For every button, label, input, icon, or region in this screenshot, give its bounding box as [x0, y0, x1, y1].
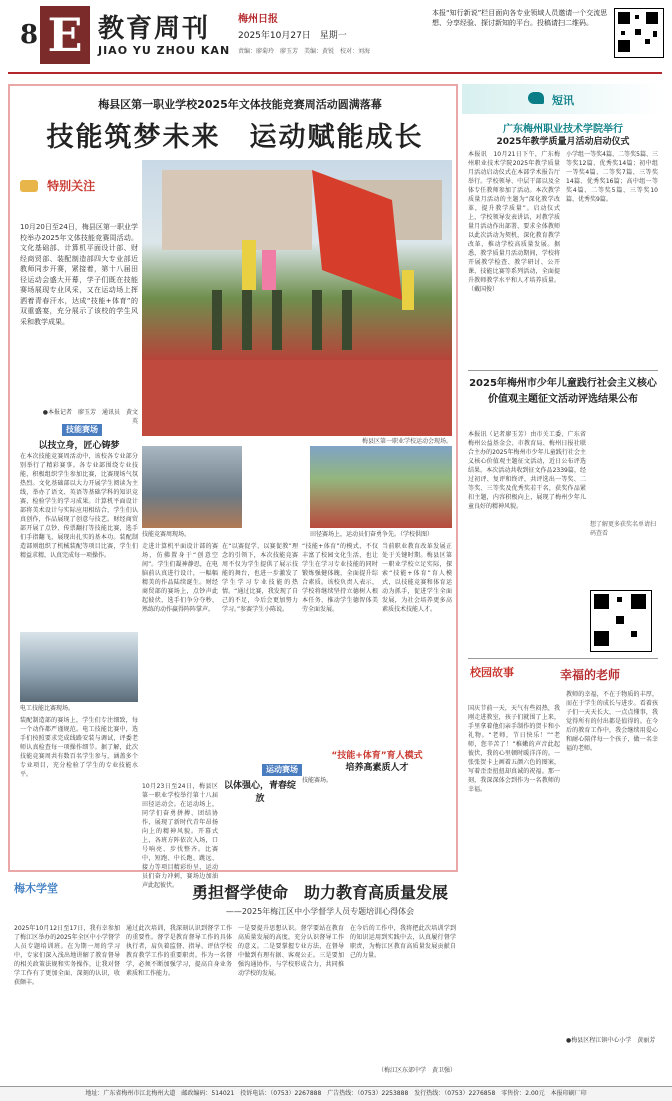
section-letter: E: [40, 6, 90, 64]
qr-code-icon[interactable]: [590, 590, 652, 652]
bottom-body-3: 一是要提升思想认识。督学要站在教育高质量发展的高度，充分认识督导工作的意义。二是要掌握专业方法，在督导中做到有理有据、客观公正。三是要加强沟通协作，与学校形成合力，共同推动学校的发展。: [238, 925, 344, 977]
photo3-caption: 技能赛场。: [302, 777, 333, 784]
model-title: “技能+体育”育人模式: [331, 751, 423, 761]
section-title: 教育周刊: [98, 14, 211, 44]
skill-photo-1: [142, 446, 242, 528]
story-body-2: 教师的幸福，不在于物质的丰厚，而在于学生的成长与进步。看着孩子们一天天长大，一点点懂事，我觉得所有的付出都是值得的。在今后的教育工作中，我会继续用爱心和耐心陪伴每一个孩子，做一名幸福的老师。: [566, 691, 658, 752]
track-photo-caption: 田径赛场上，运动员们奋勇争先。（学校供图）: [310, 531, 434, 538]
right-divider-2: [468, 658, 658, 659]
page-number: 8: [20, 20, 39, 50]
issue-date: 2025年10月27日 星期一: [238, 31, 347, 41]
electrician-caption: 电工技能比赛现场。: [20, 705, 75, 712]
bottom-body-2: 通过此次培训，我深刻认识到督学工作的重要性。督学是教育督导工作的具体执行者，肩负着监督、指导、评估学校教育教学工作的重要职责。作为一名督学，必须不断加强学习，提高自身业务素质和工作能力。: [126, 925, 232, 977]
newspaper-logo: 梅州日报: [238, 14, 278, 25]
submission-notice: 本报“知行新说”栏目面向各专业领域人员邀请一个交流思想、分享经验、探讨新知的平台。投稿请扫二维码。: [432, 9, 608, 27]
page-footer: 地址：广东省梅州市江北梅州大道 邮政编码：514021 投诉电话：（0753）2267888 广告热线：（0753）2253888 发行热线：（0753）2276858 零售价：2.00元 本报印刷厂印: [0, 1086, 672, 1101]
electrician-photo: [20, 632, 138, 702]
track-photo: [310, 446, 452, 528]
feature-headline: 技能筑梦未来 运动赋能成长: [46, 122, 424, 153]
sports-meet-photo: [142, 160, 452, 436]
model-subtitle: 培养高素质人才: [345, 763, 409, 773]
masthead-rule: [8, 72, 662, 74]
bottom-body-1: 2025年10月12日至17日，我有幸参加了梅江区举办的2025年全区中小学督学人员专题培训班。在为期一周的学习中，专家们深入浅出地讲解了教育督导的相关政策法规和实务操作，让我对督学工作有了更加全面、深刻的认识，收获颇丰。: [14, 925, 120, 986]
news2-title: 2025年梅州市少年儿童践行社会主义核心价值观主题征文活动评选结果公布: [469, 378, 657, 405]
sports-body-5: 10月23日至24日，梅县区第一职业学校举行第十八届田径运动会。在运动场上，同学们奋勇拼搏、团结协作，展现了新时代青年昂扬向上的精神风貌。开幕式上，各班方阵依次入场，口号响亮、步伐整齐。比赛中，短跑、中长跑、跳远、接力等项目精彩纷呈，运动员们奋力冲刺，赛场边加油声此起彼伏。: [142, 783, 218, 889]
story-body-1: 国庆节前一天，天气有些闷热，我刚走进教室，孩子们就围了上来，手里拿着他们亲手制作的贺卡和小礼物。“老师，节日快乐！”“老师，您辛苦了！”稚嫩的声音此起彼伏，我的心里顿时暖洋洋的。一张张贺卡上画着五颜六色的图案，写着歪歪扭扭却真诚的祝福。那一刻，我深深体会到作为一名教师的幸福。: [468, 705, 560, 793]
skill-body-3: 在“以赛促学、以赛促教”理念的引领下，本次技能竞赛周不仅为学生提供了展示技能的舞台，也进一步激发了学生学习专业技能的热情。“通过比赛，我发现了自己的不足，今后会更加努力学习。”参赛学生小陈说。: [222, 543, 298, 613]
bird-icon: [528, 92, 544, 104]
bottom-subtitle: ——2025年梅江区中小学督学人员专题培训心得体会: [225, 907, 415, 916]
section-pinyin: JIAO YU ZHOU KAN: [98, 44, 231, 57]
feature-lead: 10月20日至24日，梅县区第一职业学校举办2025年文体技能竞赛周活动。文化基础部、计算机平面设计部、财经商贸部、装配制造部四大专业部近教师同步开赛，紧接着，第十八届田径运动会盛大开幕，学子们既在技能赛场展现专业风采，又在运动场上挥洒着青春汗水，达成“技能+体育”的双重盛宴，充分展示了该校的学生风采和教学成果。: [20, 223, 138, 326]
skill-body-1: 在本次技能竞赛周活动中，该校各专业部分别举行了精彩赛事。各专业部围绕专业技能，积极组织学生参加比赛，比赛现场气氛热烈。文化基础部以大力开展学生阅读为主线，举办了语文、英语等基础学科的知识竞赛，检验学生的学习成果。计算机平面设计部将美术设计与实际应用相结合，学生们认真创作，作品展现了创意与技艺。财经商贸部开展了点钞、传票翻打等技能比赛，选手们手指翻飞，展现出扎实的基本功。装配制造部则组织了机械装配等项目比赛，学生们精益求精，认真完成每一项操作。: [20, 453, 138, 559]
feature-byline: ●本报记者 廖玉芳 通讯员 黄文英: [42, 409, 138, 425]
feature-subtitle: 梅县区第一职业学校2025年文体技能竞赛周活动圆满落幕: [98, 98, 382, 111]
news1-body-a: 本报讯 10月21日下午，广东梅州职业技术学院2025年教学质量月活动启动仪式在本部学术报告厅举行。学校领导、中层干部以及全体专任教师参加了活动。本次教学质量月活动的主题为“深化教学改革，提升教学质量”。启动仪式上，学校领导发表讲话，对教学质量月活动作出部署，要求全体教师以此次活动为契机，深化教育教学改革，推动学校高质量发展。据悉，教学质量月活动期间，学校将开展教学检查、教学研讨、公开课、技能比赛等系列活动，全面提升教师教学水平和人才培养质量。（戴国俊）: [468, 151, 560, 293]
brief-header-band: [462, 84, 662, 114]
sports-body-6: “技能+体育”的模式，不仅丰富了校园文化生活，也让学生在学习专业技能的同时锻炼强健体魄，全面提升综合素质。该校负责人表示，学校将继续坚持立德树人根本任务，推动学生德智体美劳全面发展。: [302, 543, 378, 613]
bottom-body-4: 在今后的工作中，我将把此次培训学到的知识运用到实践中去，认真履行督学职责，为梅江区教育高质量发展贡献自己的力量。: [350, 925, 456, 959]
news1-subtitle: 2025年教学质量月活动启动仪式: [496, 137, 630, 147]
story-title: 幸福的老师: [560, 668, 621, 682]
skill-body-2: 走进计算机平面设计部的赛场，仿佛置身于“创意空间”。学生们凝神静思，在电脑前认真进行设计，一幅幅精美的作品陆续诞生。财经商贸部的赛场上，点钞声此起彼伏，选手们争分夺秒，熟练的动作赢得阵阵掌声。: [142, 543, 218, 613]
bottom-byline: （梅江区东郊中学 黄卫强）: [377, 1067, 456, 1074]
feature-body-7: 当前职业教育改革发展正处于关键时期。梅县区第一职业学校立足实际，探索“技能+体育”育人模式，以技能竞赛和体育运动为抓手，促进学生全面发展，为社会培养更多高素质技术技能人才。: [382, 543, 452, 613]
news1-body-b: 小学组一等奖4篇、二等奖5篇、三等奖12篇、优秀奖14篇；初中组一等奖4篇、二等奖7篇、三等奖14篇、优秀奖16篇；高中组一等奖4篇、二等奖5篇、三等奖10篇、优秀奖9篇。: [566, 151, 658, 203]
news1-title: 广东梅州职业技术学院举行: [503, 124, 623, 135]
editor-credits: 责编：廖菊玲 廖玉芳 美编：黄锐 校对：刘海: [238, 48, 371, 55]
sports-arena-badge: 运动赛场: [262, 764, 302, 776]
telescope-icon: [20, 180, 38, 192]
bottom-headline: 勇担督学使命 助力教育高质量发展: [191, 883, 448, 902]
right-divider: [468, 370, 658, 371]
main-photo-caption: 梅县区第一职业学校运动会现场。: [361, 438, 452, 445]
tag-text: 特别关注: [47, 179, 96, 193]
news2-body: 本报讯（记者廖玉芳）由市关工委、广东省梅州公益基金会、市教育局、梅州日报社联合主办的2025年梅州市少年儿童践行社会主义核心价值观主题征文活动，近日公布评选结果。本次活动共收到征文作品2339篇，经过初评、复评和终评，共评选出一等奖、二等奖、三等奖及优秀奖若干名，获奖作品紧扣主题，内容积极向上，展现了梅州少年儿童良好的精神风貌。: [468, 431, 586, 510]
special-focus-tag: [20, 175, 120, 215]
skill-arena-title: 以技立身，匠心铸梦: [38, 441, 120, 451]
skill-arena-badge: 技能赛场: [62, 424, 102, 436]
campus-story-tag: 校园故事: [470, 666, 514, 679]
qr-caption: 想了解更多获奖名单请扫码查看: [590, 521, 657, 537]
qr-code-icon[interactable]: [614, 8, 664, 58]
sports-arena-title: 以体强心，青春绽放: [223, 781, 296, 804]
skill-photo-caption: 技能竞赛周现场。: [142, 531, 191, 538]
story-byline: ●梅县区程江镇中心小学 黄丽芳: [566, 1037, 656, 1044]
brief-tag: 短讯: [552, 94, 574, 107]
skill-body-4: 装配制造部的赛场上，学生们专注细致，每一个动作都严谨规范。电工技能比赛中，选手们按照要求完成线路安装与调试，评委老师认真检查每一项操作细节。据了解，此次技能竞赛周共有数百名学生参与，涵盖多个专业项目，充分检验了学生的专业技能水平。: [20, 717, 138, 778]
bottom-column-tag: 梅木学堂: [14, 882, 58, 895]
